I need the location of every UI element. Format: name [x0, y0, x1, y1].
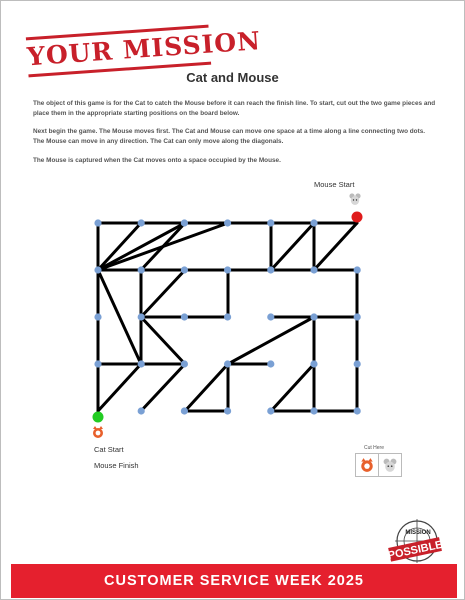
- board-dot[interactable]: [310, 219, 317, 226]
- mouse-game-piece[interactable]: [378, 453, 402, 477]
- board-dot[interactable]: [181, 313, 188, 320]
- cat-icon: [91, 425, 105, 439]
- board-dot[interactable]: [267, 360, 274, 367]
- instructions-paragraph-1: The object of this game is for the Cat to catch the Mouse before it can reach the finish line. To start, cut out the two game pieces and place them in the appropriate starting positions on the board below.: [33, 100, 436, 117]
- board-dot[interactable]: [138, 266, 145, 273]
- cut-here-label: Cut Here: [364, 445, 385, 451]
- page-title: Cat and Mouse: [186, 70, 279, 85]
- board-dot[interactable]: [267, 313, 274, 320]
- board-dot[interactable]: [224, 360, 231, 367]
- board-dot[interactable]: [181, 360, 188, 367]
- board-dot[interactable]: [224, 407, 231, 414]
- board-dot[interactable]: [354, 313, 361, 320]
- board-dot[interactable]: [354, 266, 361, 273]
- board-dot[interactable]: [94, 266, 101, 273]
- board-dot[interactable]: [224, 266, 231, 273]
- cat-icon: [359, 457, 375, 473]
- board-dot[interactable]: [354, 360, 361, 367]
- board-dot[interactable]: [181, 219, 188, 226]
- board-dot[interactable]: [138, 407, 145, 414]
- logo-top-text: MISSION: [405, 530, 431, 536]
- board-dot[interactable]: [224, 313, 231, 320]
- board-dot[interactable]: [267, 266, 274, 273]
- logo-main-text: POSSIBLE: [386, 538, 444, 563]
- board-dot[interactable]: [224, 219, 231, 226]
- board-dot[interactable]: [181, 266, 188, 273]
- board-dot[interactable]: [267, 219, 274, 226]
- stamp-text: YOUR MISSION: [26, 26, 262, 72]
- board-dot[interactable]: [310, 407, 317, 414]
- mouse-start-label: Mouse Start: [314, 180, 355, 189]
- board-dot[interactable]: [310, 360, 317, 367]
- banner-text: CUSTOMER SERVICE WEEK 2025: [104, 573, 364, 589]
- board-dot[interactable]: [138, 219, 145, 226]
- board-dot[interactable]: [94, 360, 101, 367]
- board-dot[interactable]: [181, 407, 188, 414]
- game-board: [1, 1, 464, 441]
- board-dot[interactable]: [94, 219, 101, 226]
- mission-possible-logo: [385, 519, 445, 567]
- cat-start-label: Cat Start: [94, 445, 124, 454]
- board-dot[interactable]: [310, 266, 317, 273]
- instructions-paragraph-2: Next begin the game. The Mouse moves first. The Cat and Mouse can move one space at a time along a line connecting two dots. The Mouse can move in any direction. The Cat can only move along the diagonals.: [33, 128, 426, 145]
- board-dot[interactable]: [138, 360, 145, 367]
- board-dot[interactable]: [138, 313, 145, 320]
- board-dot[interactable]: [310, 313, 317, 320]
- board-dot[interactable]: [267, 407, 274, 414]
- instructions-paragraph-3: The Mouse is captured when the Cat moves onto a space occupied by the Mouse.: [33, 157, 281, 164]
- footer-banner: [11, 564, 457, 598]
- cat-game-piece[interactable]: [355, 453, 379, 477]
- board-dot[interactable]: [354, 407, 361, 414]
- mouse-finish-label: Mouse Finish: [94, 461, 139, 470]
- cat-start-dot[interactable]: [93, 412, 104, 423]
- board-dot[interactable]: [94, 313, 101, 320]
- mouse-start-dot[interactable]: [352, 212, 363, 223]
- mouse-icon: [382, 457, 398, 473]
